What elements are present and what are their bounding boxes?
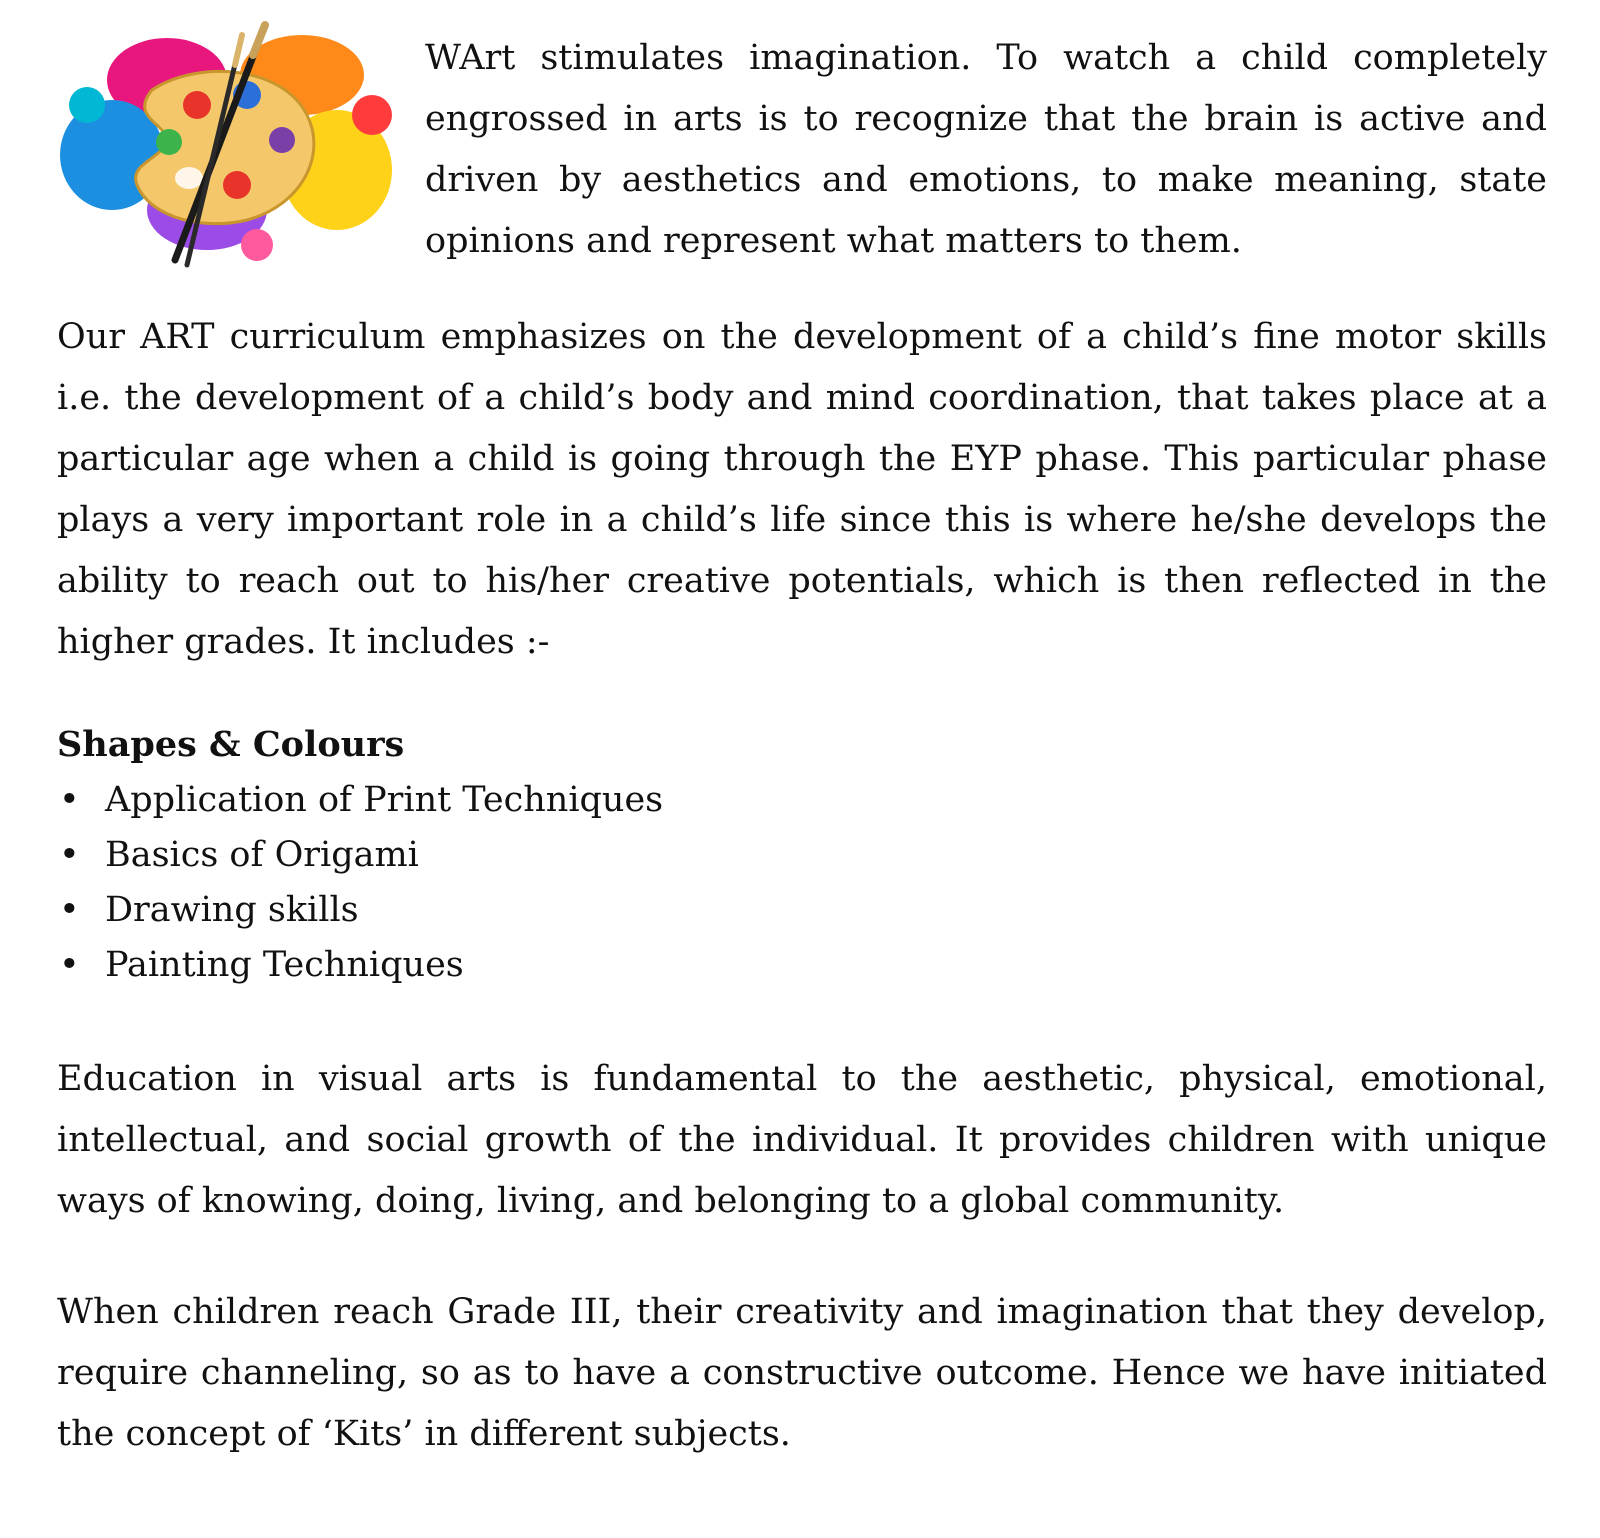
palette-thumb-hole <box>175 167 203 189</box>
paint-palette-icon <box>57 20 397 270</box>
document-page <box>57 20 1547 1465</box>
paint-red-2 <box>223 171 251 199</box>
list-item-label: Painting Techniques <box>105 945 464 985</box>
bullet-icon: • <box>59 835 80 875</box>
list-item <box>57 773 1547 828</box>
list-item <box>57 883 1547 938</box>
list-item-label: Application of Print Techniques <box>105 780 664 820</box>
topic-list <box>57 773 1547 993</box>
intro-paragraph: WArt stimulates imagination. To watch a child completely engrossed in arts is to recognize that the brain is active and driven by aesthetics and emotions, to make meaning, state opinions and represent what matters to them. <box>425 38 1547 261</box>
splash-rose <box>241 229 273 261</box>
list-item <box>57 828 1547 883</box>
paint-red <box>183 91 211 119</box>
splash-cyan <box>69 87 105 123</box>
grade-paragraph: When children reach Grade III, their creativity and imagination that they develop, require channeling, so as to have a constructive outcome. Hence we have initiated the concept of ‘Kits’ in different subjects. <box>57 1292 1547 1454</box>
intro-section <box>57 20 1547 280</box>
education-paragraph: Education in visual arts is fundamental to the aesthetic, physical, emotional, intellectual, and social growth of the individual. It provides children with unique ways of knowing, doing, living, and belonging to a global community. <box>57 1059 1547 1221</box>
bullet-icon: • <box>59 780 80 820</box>
list-item-label: Drawing skills <box>105 890 359 930</box>
splash-red <box>352 95 392 135</box>
topics-heading: Shapes & Colours <box>57 724 405 765</box>
brush-tip-2 <box>235 35 242 65</box>
paint-purple <box>269 127 295 153</box>
list-item-label: Basics of Origami <box>105 835 419 875</box>
paint-green <box>156 129 182 155</box>
curriculum-paragraph: Our ART curriculum emphasizes on the development of a child’s fine motor skills i.e. the development of a child’s body and mind coordination, that takes place at a particular age when a child is going through the EYP phase. This particular phase plays a very important role in a child’s life since this is where he/she develops the ability to reach out to his/her creative potentials, which is then reflected in the higher grades. It includes :- <box>57 317 1547 662</box>
bullet-icon: • <box>59 945 80 985</box>
list-item <box>57 938 1547 993</box>
bullet-icon: • <box>59 890 80 930</box>
